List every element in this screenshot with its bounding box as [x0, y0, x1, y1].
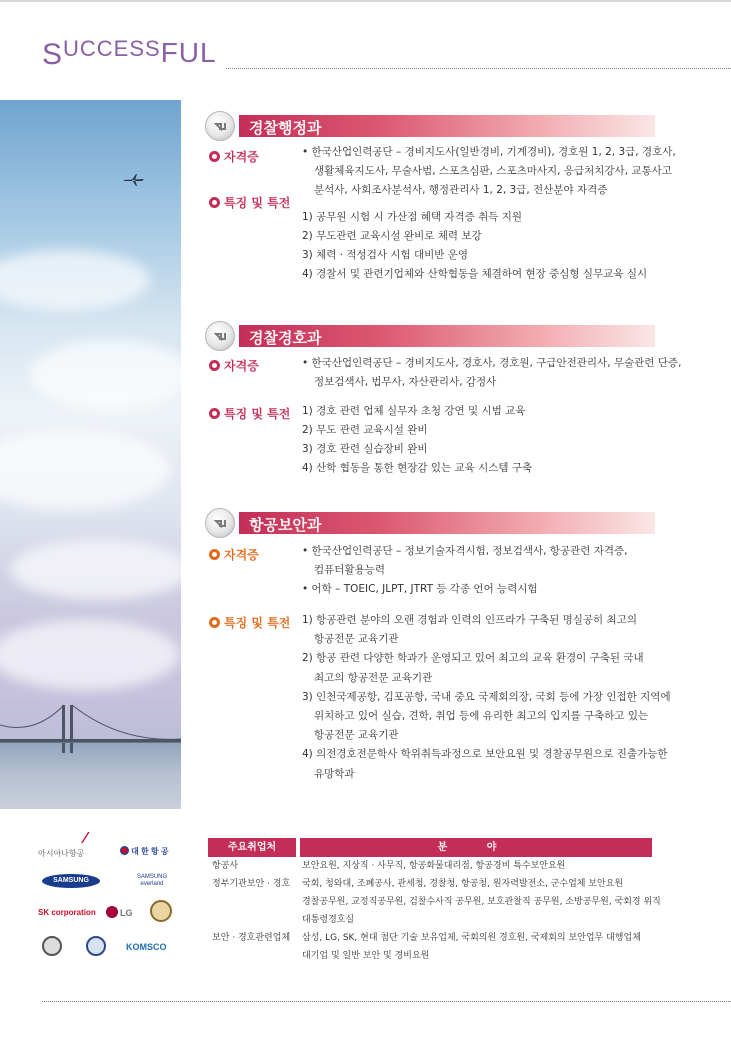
label-features: 특징 및 특전	[209, 405, 290, 422]
bullet-dot-icon	[209, 197, 220, 208]
asiana-logo: ⁄ 아시아나항공	[38, 830, 87, 858]
arrow-circle-icon	[205, 111, 235, 141]
lg-logo: LG	[106, 906, 133, 918]
airplane-icon	[124, 174, 144, 186]
section-header-police-security	[205, 321, 655, 351]
government-seal-icon	[42, 936, 62, 956]
certificate-list: • 한국산업인력공단 – 정보기술자격시험, 정보검색사, 항공관련 자격증, 컴퓨터활용능력 • 어학 – TOEIC, JLPT, JTRT 등 각종 언어 능력시험	[302, 545, 628, 595]
label-features: 특징 및 특전	[209, 194, 290, 211]
table-header	[208, 838, 652, 857]
label-certificate: 자격증	[209, 148, 259, 165]
bullet-dot-icon	[209, 617, 220, 628]
section-title: 경찰경호과	[249, 329, 322, 347]
brand-dotted-rule	[226, 68, 731, 69]
section-title: 경찰행정과	[249, 119, 322, 137]
section-title: 항공보안과	[249, 516, 322, 534]
table-row: 대기업 및 일반 보안 및 경비요원	[302, 951, 430, 961]
brand-title	[42, 36, 217, 71]
sky-bridge-photo	[0, 100, 181, 809]
label-features: 특징 및 특전	[209, 614, 290, 631]
label-certificate: 자격증	[209, 357, 259, 374]
header-org: 주요취업처	[208, 838, 296, 857]
features-list: 1) 항공관련 분야의 오랜 경험과 인력의 인프라가 구축된 명실공히 최고의 항공전문 교육기관 2) 항공 관련 다양한 학과가 운영되고 있어 최고의 교육 환경이 구축된 국내 최고의 항공전문 교육기관 3) 인천국제공항, 김포공항, 국내 중요 국제회의장, 국회 등에 가장 인접한 지역에 위치하고 있어 실습, 견학, 취업 등에 유리한 최고의 입지를 구축하고 있는 항공전문 교육기관 4) 의전경호전문학사 학위취득과정으로 보안요원 및 경찰공무원으로 진출가능한 유망학과	[302, 614, 671, 780]
agency-seal-icon	[86, 936, 106, 956]
features-list: 1) 경호 관련 업체 실무자 초청 강연 및 시범 교육 2) 무도 관련 교육시설 완비 3) 경호 관련 실습장비 완비 4) 산학 협동을 통한 현장감 있는 교육 시스템 구축	[302, 405, 533, 474]
features-list: 1) 공무원 시험 시 가산점 혜택 자격증 취득 지원 2) 무도관련 교육시설 완비로 체력 보강 3) 체력 · 적성검사 시험 대비반 운영 4) 경찰서 및 관련기업체와 산학협동을 체결하여 현장 중심형 실무교육 실시	[302, 211, 648, 280]
samsung-logo: SAMSUNG	[42, 874, 100, 888]
footer-dotted-rule	[42, 1001, 731, 1002]
section-header-aviation-security	[205, 508, 655, 538]
section-header-police-admin	[205, 111, 655, 141]
label-certificate: 자격증	[209, 546, 259, 563]
page-top-border	[0, 0, 731, 10]
sk-logo: SK corporation	[38, 908, 96, 917]
header-field: 분 야	[300, 838, 652, 857]
korean-air-logo: 대 한 항 공	[120, 846, 169, 857]
partner-logos	[34, 828, 184, 968]
police-emblem-icon	[150, 900, 172, 922]
samsung-everland-logo: SAMSUNG everland	[136, 874, 168, 887]
bullet-dot-icon	[209, 408, 220, 419]
table-row: 경찰공무원, 교정직공무원, 검찰수사직 공무원, 보호관찰직 공무원, 소방공무원, 국회경 위직	[302, 897, 661, 907]
brand-part-2: UCCESS	[63, 36, 161, 61]
bullet-dot-icon	[209, 151, 220, 162]
bridge-illustration	[0, 695, 181, 755]
table-row: 대통령경호실	[302, 915, 355, 925]
bullet-dot-icon	[209, 360, 220, 371]
table-row: 보안 · 경호관련업체 삼성, LG, SK, 현대 첨단 기술 보유업체, 국회의원 경호원, 국제회의 보안업무 대행업체	[212, 933, 641, 943]
arrow-circle-icon	[205, 321, 235, 351]
brand-part-1: S	[42, 38, 64, 71]
employment-table	[208, 838, 661, 965]
table-row: 항공사 보안요원, 지상직 · 사무직, 항공화물대리점, 항공경비 특수보안요원	[212, 861, 566, 871]
arrow-circle-icon	[205, 508, 235, 538]
certificate-list: • 한국산업인력공단 – 경비지도사, 경호사, 경호원, 구급안전관리사, 무술관련 단증, 정보검색사, 법무사, 자산관리사, 감정사	[302, 357, 682, 388]
bullet-dot-icon	[209, 549, 220, 560]
brand-part-3: FUL	[160, 37, 217, 68]
certificate-list: • 한국산업인력공단 – 경비지도사(일반경비, 기계경비), 경호원 1, 2, 3급, 경호사, 생활체육지도사, 무술사범, 스포츠심판, 스포츠마사지, 응급처치강사, 교통사고 분석사, 사회조사분석사, 행정관리사 1, 2, 3급, 전산분야 자격증	[302, 146, 676, 196]
table-row: 정부기관보안 · 경호 국회, 청와대, 조폐공사, 관세청, 경찰청, 항공청, 원자력발전소, 군수업체 보안요원	[212, 879, 624, 889]
komsco-logo: KOMSCO	[126, 942, 167, 952]
